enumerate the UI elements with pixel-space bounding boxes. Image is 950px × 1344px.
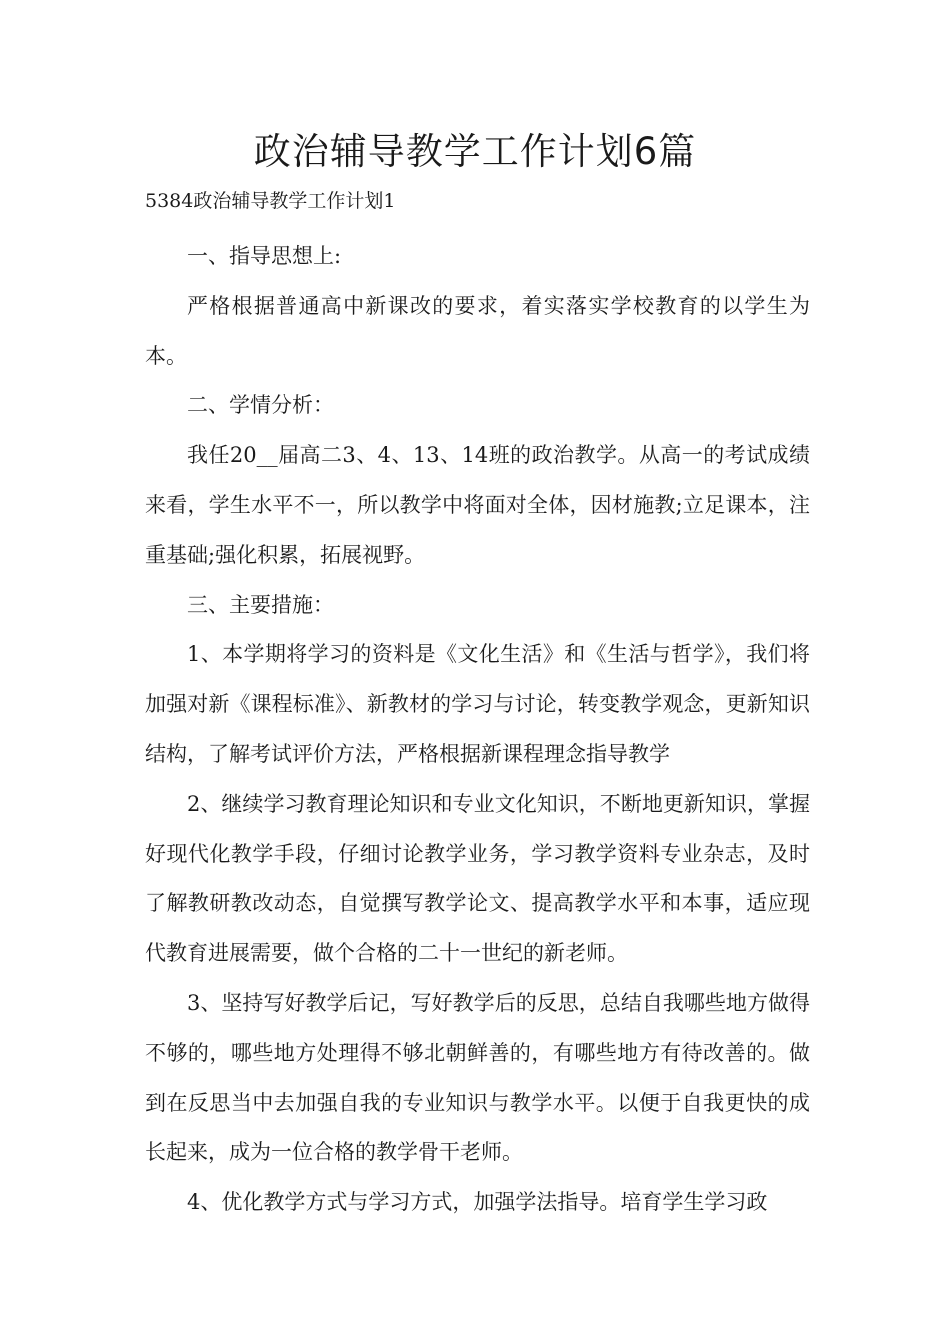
paragraph-measures-heading: 三、主要措施： bbox=[187, 592, 334, 617]
paragraph-measure-2: 2、继续学习教育理论知识和专业文化知识，不断地更新知识，掌握好现代化教学手段，仔细讨论教学业务，学习教学资料专业杂志，及时了解教研教改动态，自觉撰写教学论文、提高教学水平和本事，适应现代教育进展需要，做个合格的二十一世纪的新老师。 bbox=[145, 791, 810, 966]
paragraph-measure-1: 1、本学期将学习的资料是《文化生活》和《生活与哲学》，我们将加强对新《课程标准》、新教材的学习与讨论，转变教学观念，更新知识结构，了解考试评价方法，严格根据新课程理念指导教学 bbox=[145, 642, 810, 766]
paragraph-measure-4: 4、优化教学方式与学习方式，加强学法指导。培育学生学习政 bbox=[187, 1190, 768, 1215]
paragraph-student-analysis: 我任20__届高二3、4、13、14班的政治教学。从高一的考试成绩来看，学生水平不一，所以教学中将面对全体，因材施教;立足课本，注重基础;强化积累，拓展视野。 bbox=[145, 443, 810, 567]
paragraph-student-analysis-heading: 二、学情分析： bbox=[187, 393, 334, 418]
document-title: 政治辅导教学工作计划6篇 bbox=[253, 130, 697, 173]
document-body bbox=[145, 232, 810, 1228]
paragraph-guiding-idea: 严格根据普通高中新课改的要求，着实落实学校教育的以学生为本。 bbox=[145, 293, 810, 368]
paragraph-guiding-idea-heading: 一、指导思想上: bbox=[187, 244, 342, 268]
paragraph-measure-3: 3、坚持写好教学后记，写好教学后的反思，总结自我哪些地方做得不够的，哪些地方处理得不够北朝鲜善的，有哪些地方有待改善的。做到在反思当中去加强自我的专业知识与教学水平。以便于自我更快的成长起来，成为一位合格的教学骨干老师。 bbox=[145, 990, 810, 1165]
document-subtitle: 5384政治辅导教学工作计划1 bbox=[145, 190, 396, 212]
